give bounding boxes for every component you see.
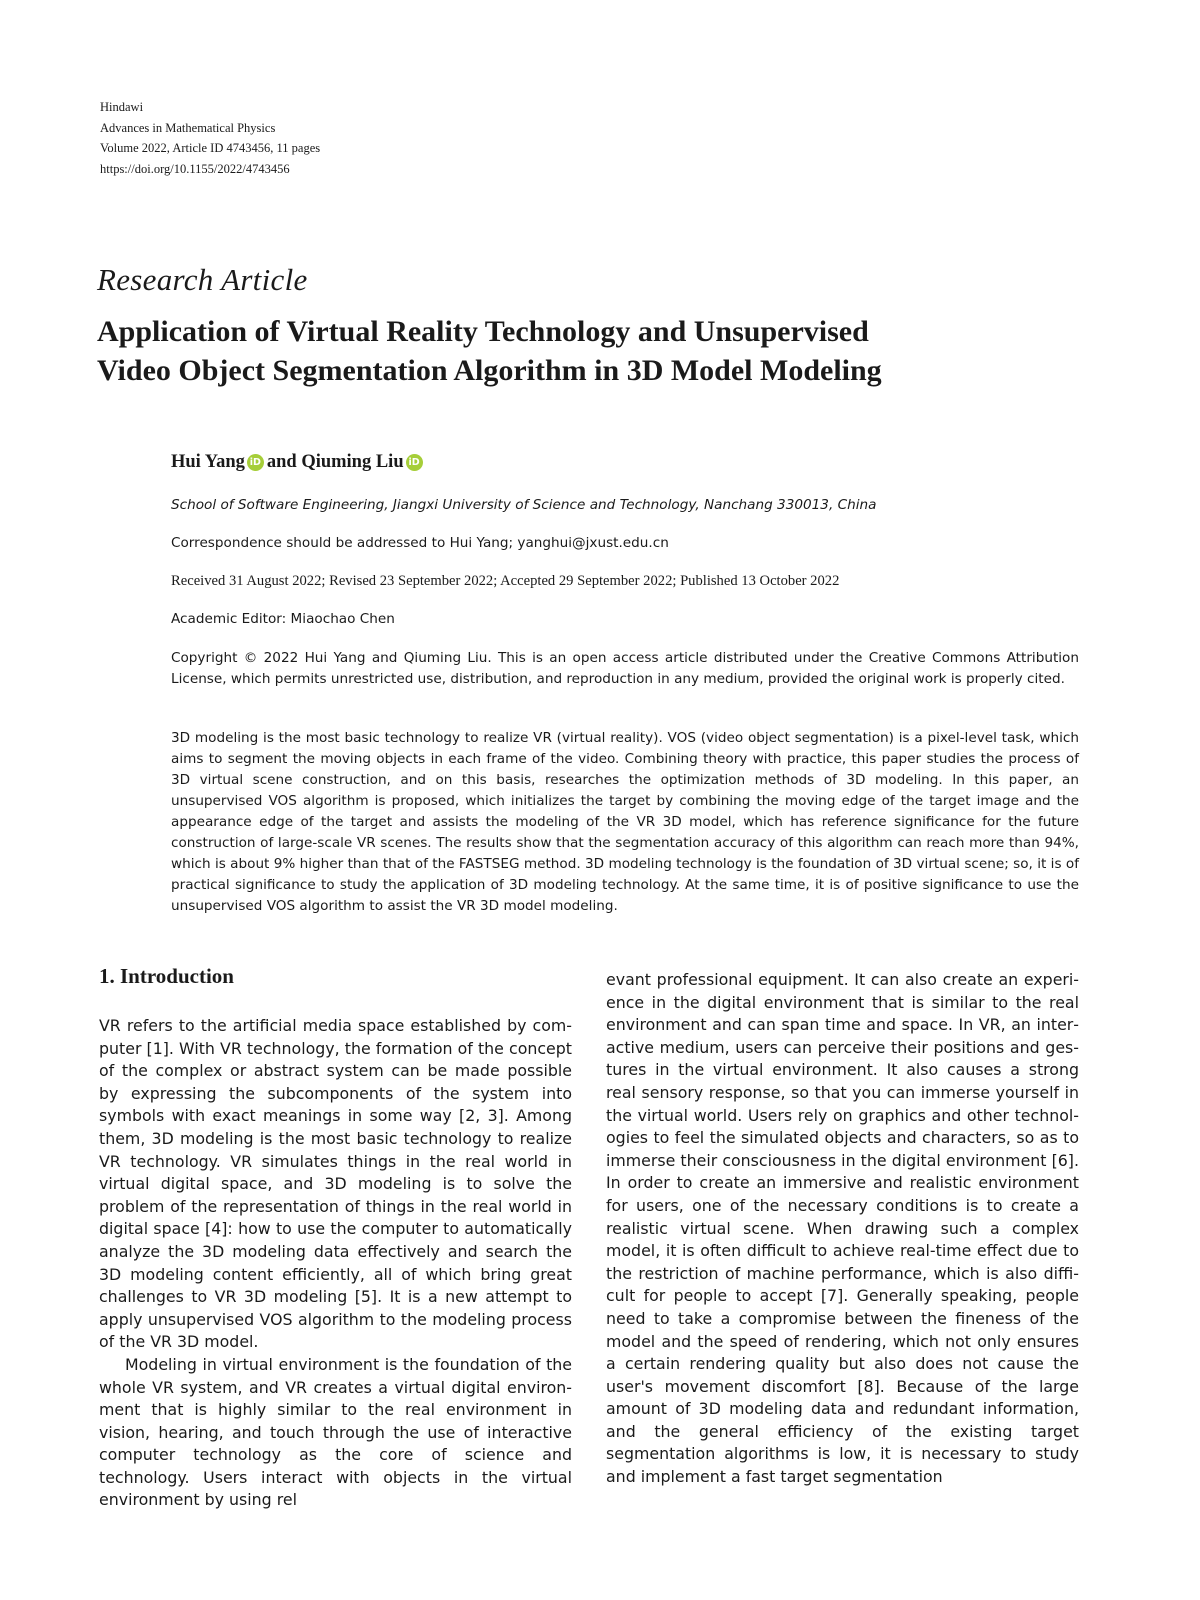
author-list (171, 452, 426, 473)
journal-name: Advances in Mathematical Physics (100, 120, 276, 135)
publisher-name: Hindawi (100, 100, 144, 114)
section-heading: 1. Introduction (99, 964, 234, 988)
body-paragraph: VR refers to the artificial media space established by computer [1]. With VR technology, the formation of the concept of the complex or abstract system can be made possible by expressing the subcomponents of the system into symbols with exact meanings in some way [2, 3]. Among them, 3D modeling is the most basic technology to realize VR technology. VR simulates things in the real world in virtual digital space, and 3D modeling is to solve the problem of the representation of things in the real world in digital space [4]: how to use the computer to automatically analyze the 3D modeling data effectively and search the 3D modeling content efficiently, all of which bring great challenges to VR 3D modeling [5]. It is a new attempt to apply unsupervised VOS algorithm to the modeling process of the VR 3D model. (99, 1016, 572, 1352)
orcid-icon[interactable]: iD (406, 454, 423, 471)
body-column-right (606, 969, 1079, 1489)
body-paragraph-continued: evant professional equipment. It can also create an experience in the digital environment that is similar to the real environment and can span time and space. In VR, an interactive medium, users can perceive their positions and gestures in the virtual environment. It also causes a strong real sensory response, so that you can immerse yourself in the virtual world. Users rely on graphics and other technologies to feel the simulated objects and characters, so as to immerse their consciousness in the digital environment [6]. In order to create an immersive and realistic environment for users, one of the necessary conditions is to create a realistic virtual scene. When drawing such a complex model, it is often difficult to achieve real-time effect due to the restriction of machine performance, which is also difficult for people to accept [7]. Generally speaking, people need to take a compromise between the fineness of the model and the speed of rendering, which not only ensures a certain rendering quality but also does not cause the user's movement discomfort [8]. Because of the large amount of 3D modeling data and redundant information, and the general efficiency of the existing target segmentation algorithms is low, it is necessary to study and implement a fast target segmentation (606, 970, 1079, 1487)
orcid-icon[interactable]: iD (247, 454, 264, 471)
journal-header (100, 97, 320, 179)
title-line-1: Application of Virtual Reality Technology and Unsupervised (97, 315, 869, 348)
doi-link[interactable]: https://doi.org/10.1155/2022/4743456 (100, 161, 290, 176)
body-column-left (99, 1015, 572, 1512)
author-connector: and (266, 452, 297, 472)
correspondence: Correspondence should be addressed to Hui Yang; yanghui@jxust.edu.cn (171, 535, 669, 551)
author-name[interactable]: Qiuming Liu (301, 452, 404, 472)
paper-title (97, 312, 1087, 390)
publication-history: Received 31 August 2022; Revised 23 September 2022; Accepted 29 September 2022; Published 13 October 2022 (171, 573, 840, 589)
body-paragraph: Modeling in virtual environment is the foundation of the whole VR system, and VR creates a virtual digital environment that is highly similar to the real environment in vision, hearing, and touch through the use of interactive computer technology as the core of science and technology. Users interact with objects in the virtual environment by using rel (99, 1354, 572, 1510)
affiliation: School of Software Engineering, Jiangxi University of Science and Technology, Nanchang 330013, China (171, 497, 877, 513)
academic-editor: Academic Editor: Miaochao Chen (171, 611, 395, 627)
article-type: Research Article (97, 262, 308, 297)
author-name[interactable]: Hui Yang (171, 452, 245, 472)
abstract: 3D modeling is the most basic technology to realize VR (virtual reality). VOS (video object segmentation) is a pixel-level task, which aims to segment the moving objects in each frame of the video. Combining theory with practice, this paper studies the process of 3D virtual scene construction, and on this basis, researches the optimization methods of 3D modeling. In this paper, an unsupervised VOS algorithm is proposed, which initializes the target by combining the moving edge of the target image and the appearance edge of the target and assists the modeling of the VR 3D model, which has reference significance for the future construction of large-scale VR scenes. The results show that the segmentation accuracy of this algorithm can reach more than 94%, which is about 9% higher than that of the FASTSEG method. 3D modeling technology is the foundation of 3D virtual scene; so, it is of practical significance to study the application of 3D modeling technology. At the same time, it is of positive significance to use the unsupervised VOS algorithm to assist the VR 3D model modeling. (171, 730, 1079, 914)
copyright-notice: Copyright © 2022 Hui Yang and Qiuming Liu. This is an open access article distributed under the Creative Commons Attribution License, which permits unrestricted use, distribution, and reproduction in any medium, provided the original work is properly cited. (171, 650, 1079, 687)
volume-info: Volume 2022, Article ID 4743456, 11 pages (100, 141, 321, 155)
title-line-2: Video Object Segmentation Algorithm in 3D Model Modeling (97, 354, 882, 387)
